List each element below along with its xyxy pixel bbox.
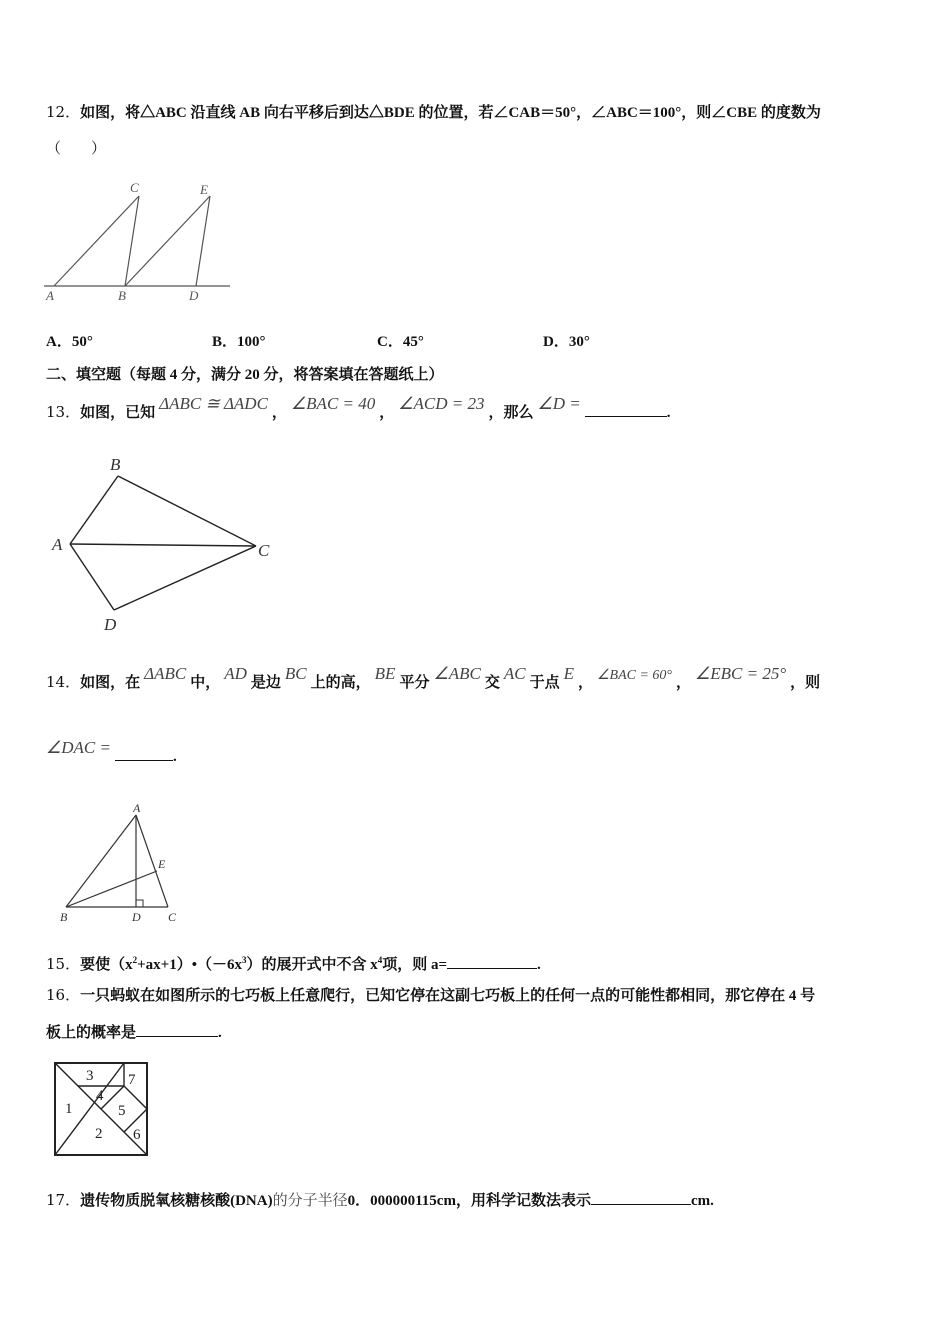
q15-stem bbox=[46, 950, 541, 975]
q14-label-b: B bbox=[60, 910, 68, 924]
q13-figure bbox=[46, 450, 286, 635]
tangram-piece-7: 7 bbox=[128, 1072, 136, 1088]
q12-label-c: C bbox=[130, 180, 139, 195]
q17-number: 17． bbox=[46, 1191, 81, 1209]
q14-t3: BC bbox=[284, 664, 307, 683]
q13-stem bbox=[46, 394, 671, 423]
q17-text-b: 的分子半径 bbox=[272, 1191, 348, 1209]
q12-text: 如图，将△ABC 沿直线 AB 向右平移后到达△BDE 的位置，若∠CAB＝50°，∠ABC＝100°，则∠CBE 的度数为 bbox=[80, 105, 821, 121]
q13-sep1: ， bbox=[271, 405, 287, 421]
q14-label-e: E bbox=[158, 857, 166, 871]
q17-text-c: ，用科学记数法表示 bbox=[455, 1193, 591, 1209]
q13-label-b: B bbox=[110, 455, 121, 474]
q13-number: 13． bbox=[46, 403, 81, 421]
q17-end: . bbox=[710, 1193, 714, 1209]
q13-answer-blank[interactable] bbox=[585, 402, 667, 417]
q17-text-a: 遗传物质脱氧核糖核酸(DNA) bbox=[80, 1193, 273, 1209]
q12-stem bbox=[46, 102, 821, 123]
tangram-piece-3: 3 bbox=[86, 1068, 94, 1084]
q15-text-d: 项，则 a= bbox=[382, 957, 448, 973]
tangram-piece-6: 6 bbox=[133, 1127, 141, 1143]
q16-line2: 板上的概率是 bbox=[46, 1025, 137, 1041]
q14-t8: ∠BAC = 60° bbox=[596, 668, 673, 683]
q14-line2 bbox=[46, 738, 177, 767]
q14-w2: 是边 bbox=[250, 675, 281, 691]
q12-label-a: A bbox=[46, 288, 54, 303]
tangram-piece-4: 4 bbox=[96, 1088, 104, 1104]
q14-w4: 平分 bbox=[399, 675, 430, 691]
q17-answer-blank[interactable] bbox=[591, 1190, 691, 1205]
q13-end: . bbox=[666, 405, 671, 421]
q14-w1: 中， bbox=[190, 675, 221, 691]
q14-w8: ， bbox=[676, 675, 692, 691]
q16-line2-row bbox=[46, 1022, 222, 1043]
q12-label-b: B bbox=[118, 288, 126, 303]
q13-sep2: ， bbox=[379, 405, 395, 421]
q13-expr1: ΔABC ≅ ΔADC bbox=[159, 394, 268, 413]
q14-t4: BE bbox=[374, 664, 396, 683]
q14-end: . bbox=[172, 749, 177, 765]
q13-label-d: D bbox=[104, 615, 117, 634]
q14-t5: ∠ABC bbox=[433, 664, 481, 683]
q12-label-d: D bbox=[189, 288, 199, 303]
q14-t2: AD bbox=[224, 664, 247, 683]
q14-w9: ，则 bbox=[790, 675, 821, 691]
q14-t1: ΔABC bbox=[144, 664, 187, 683]
q12-option-b[interactable]: B．100° bbox=[212, 334, 266, 350]
q14-t6: AC bbox=[503, 664, 526, 683]
q13-expr2: ∠BAC = 40 bbox=[290, 394, 376, 413]
q16-line1: 一只蚂蚁在如图所示的七巧板上任意爬行，已知它停在这副七巧板上的任何一点的可能性都相同，那它停在 4 号 bbox=[80, 988, 816, 1004]
q15-sup1: 2 bbox=[132, 955, 138, 965]
q13-label-c: C bbox=[258, 541, 270, 560]
q12-option-c[interactable]: C．45° bbox=[377, 334, 424, 350]
q12-option-d[interactable]: D．30° bbox=[543, 334, 590, 350]
q17-stem bbox=[46, 1190, 714, 1211]
q14-lead: 如图，在 bbox=[80, 675, 141, 691]
q12-number: 12． bbox=[46, 103, 81, 121]
q12-figure bbox=[40, 178, 240, 306]
q16-end: . bbox=[218, 1025, 222, 1041]
q14-w6: 于点 bbox=[529, 675, 560, 691]
tangram-figure bbox=[52, 1060, 152, 1164]
section2-title: 二、填空题（每题 4 分，满分 20 分，将答案填在答题纸上） bbox=[46, 367, 444, 383]
q14-w7: ， bbox=[577, 675, 593, 691]
q15-sup3: 4 bbox=[377, 955, 383, 965]
q14-stem bbox=[46, 664, 821, 694]
q14-t9: ∠EBC = 25° bbox=[695, 664, 787, 683]
q17-unit: cm bbox=[690, 1193, 711, 1209]
q14-number: 14． bbox=[46, 673, 81, 691]
q13-expr3: ∠ACD = 23 bbox=[398, 394, 485, 413]
q14-t7: E bbox=[563, 664, 574, 683]
q15-text-b: +ax+1）•（－6x bbox=[137, 957, 242, 973]
q12-label-e: E bbox=[200, 182, 208, 197]
q14-label-a: A bbox=[133, 801, 141, 815]
tangram-piece-1: 1 bbox=[65, 1101, 73, 1117]
q16-number: 16． bbox=[46, 986, 81, 1004]
q13-expr4: ∠D = bbox=[537, 394, 581, 413]
q15-number: 15． bbox=[46, 955, 81, 973]
q14-line2-expr: ∠DAC = bbox=[46, 738, 111, 757]
q14-label-c: C bbox=[168, 910, 177, 924]
q12-option-a[interactable]: A．50° bbox=[46, 334, 93, 350]
q15-sup2: 3 bbox=[241, 955, 247, 965]
q13-then: ，那么 bbox=[488, 405, 534, 421]
q12-paren: （ ） bbox=[46, 139, 107, 157]
q14-w5: 交 bbox=[484, 675, 500, 691]
q16-stem bbox=[46, 985, 815, 1006]
q16-answer-blank[interactable] bbox=[136, 1022, 218, 1037]
tangram-piece-2: 2 bbox=[95, 1126, 103, 1142]
q15-text-c: ）的展开式中不含 x bbox=[246, 957, 378, 973]
q14-label-d: D bbox=[132, 910, 141, 924]
q14-w3: 上的高， bbox=[310, 675, 371, 691]
q15-text-a: 要使（x bbox=[80, 957, 133, 973]
tangram-piece-5: 5 bbox=[118, 1103, 126, 1119]
q15-answer-blank[interactable] bbox=[447, 954, 537, 969]
q15-end: . bbox=[537, 957, 541, 973]
q14-figure bbox=[58, 800, 198, 930]
q13-lead: 如图，已知 bbox=[80, 405, 156, 421]
q17-value: 0．000000115cm bbox=[347, 1193, 456, 1209]
q13-label-a: A bbox=[52, 535, 63, 554]
q14-answer-blank[interactable] bbox=[115, 746, 173, 761]
